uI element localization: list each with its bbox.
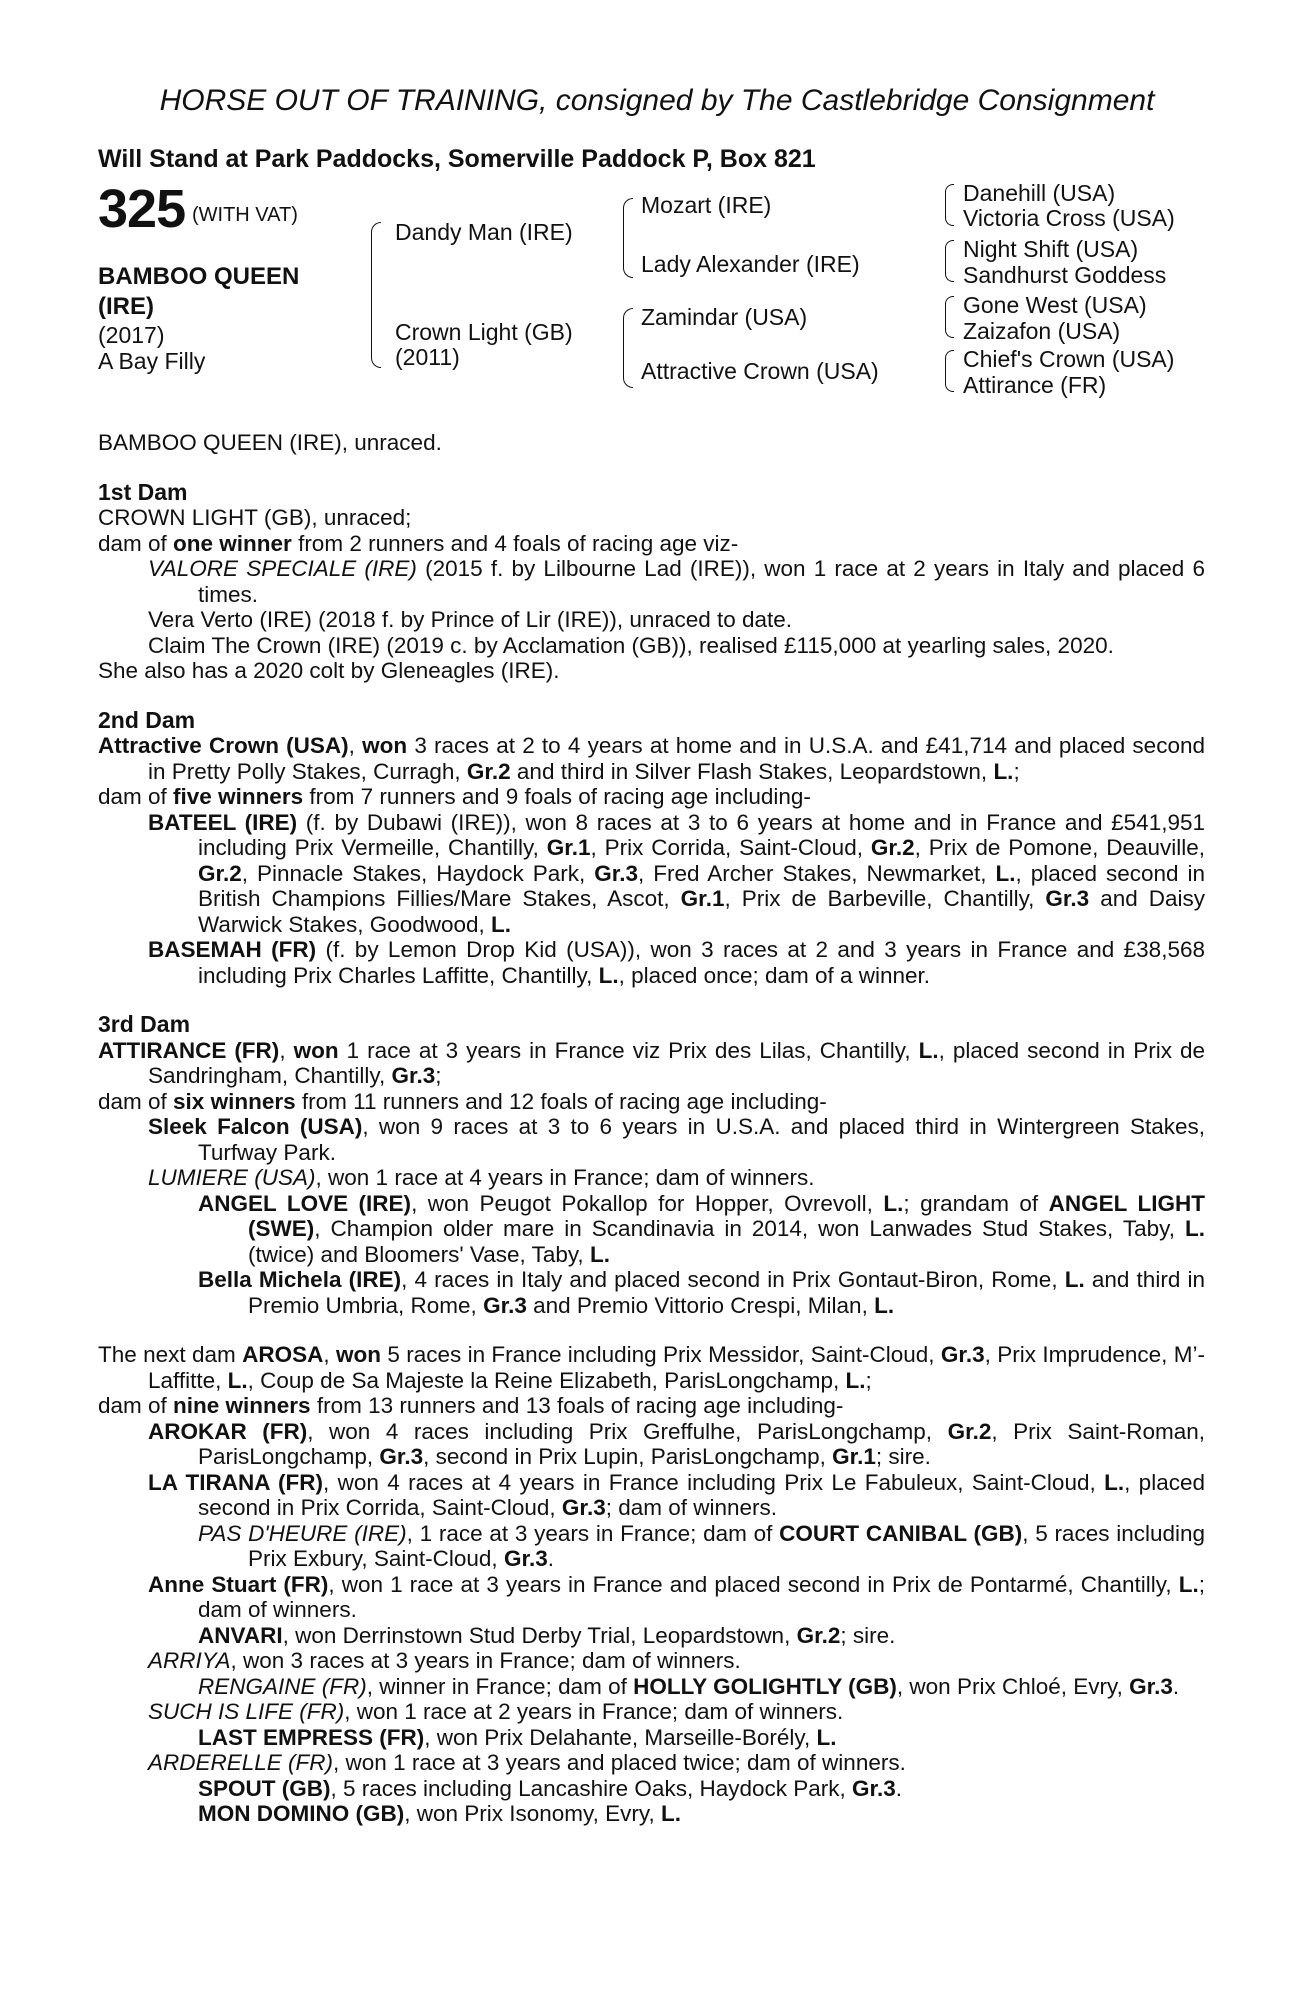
sire-dam: Lady Alexander (IRE) [641, 251, 860, 277]
brace [945, 296, 954, 338]
dam-year: (2011) [395, 344, 460, 370]
progeny-entry: BATEEL (IRE) (f. by Dubawi (IRE)), won 8 races at 3 to 6 years at home and in France and £541,951 including Prix Vermeille, Chantilly, Gr.1, Prix Corrida, Saint-Cloud, Gr.2, Prix de Pomone, Deauville, Gr.2, Pinnacle Stakes, Haydock Park, Gr.3, Fred Archer Stakes, Newmarket, L., placed second in British Champions Fillies/Mare Stakes, Ascot, Gr.1, Prix de Barbeville, Chantilly, Gr.3 and Daisy Warwick Stakes, Goodwood, L. [148, 809, 1206, 937]
dam-dam: Attractive Crown (USA) [641, 358, 879, 384]
dam3-produce: dam of six winners from 11 runners and 12 foals of racing age including- [98, 1088, 827, 1114]
ancestor: Zaizafon (USA) [963, 318, 1121, 344]
ancestor: Night Shift (USA) [963, 236, 1139, 262]
progeny-entry: VALORE SPECIALE (IRE) (2015 f. by Lilbourne Lad (IRE)), won 1 race at 2 years in Italy and placed 6 times. [148, 556, 1206, 607]
progeny-entry: SPOUT (GB), 5 races including Lancashire Oaks, Haydock Park, Gr.3. [198, 1775, 903, 1801]
brace [945, 184, 954, 226]
progeny-entry: ANVARI, won Derrinstown Stud Derby Trial, Leopardstown, Gr.2; sire. [198, 1622, 896, 1648]
ancestor: Gone West (USA) [963, 292, 1147, 318]
horse-name-block [98, 262, 299, 322]
foaling-year: (2017) [98, 322, 165, 348]
dam2-produce: dam of five winners from 7 runners and 9 foals of racing age including- [98, 784, 811, 809]
horse-name-suffix: (IRE) [98, 293, 154, 320]
progeny-entry: ARRIYA, won 3 races at 3 years in France; dam of winners. [148, 1648, 741, 1673]
progeny-entry: LAST EMPRESS (FR), won Prix Delahante, Marseille-Borély, L. [198, 1724, 837, 1750]
intro-line: BAMBOO QUEEN (IRE), unraced. [98, 430, 442, 455]
progeny-entry: BASEMAH (FR) (f. by Lemon Drop Kid (USA)), won 3 races at 2 and 3 years in France and £38,568 including Prix Charles Laffitte, Chantilly, L., placed once; dam of a winner. [148, 937, 1205, 988]
progeny-entry: Bella Michela (IRE), 4 races in Italy and placed second in Prix Gontaut-Biron, Rome, L. and third in Premio Umbria, Rome, Gr.3 and Premio Vittorio Crespi, Milan, L. [198, 1267, 1205, 1318]
brace [945, 240, 954, 282]
ancestor: Sandhurst Goddess [963, 262, 1167, 288]
dam2-line: Attractive Crown (USA), won 3 races at 2 to 4 years at home and in U.S.A. and £41,714 and placed second in Pretty Polly Stakes, Curragh, Gr.2 and third in Silver Flash Stakes, Leopardstown, L.; [98, 733, 1205, 784]
dam1-line: CROWN LIGHT (GB), unraced; [98, 505, 412, 530]
dam-sire: Zamindar (USA) [641, 304, 808, 330]
brace [371, 222, 381, 368]
dam3-line: ATTIRANCE (FR), won 1 race at 3 years in France viz Prix des Lilas, Chantilly, L., placed second in Prix de Sandringham, Chantilly, Gr.3; [98, 1037, 1205, 1088]
stand-location: Will Stand at Park Paddocks, Somerville Paddock P, Box 821 [98, 145, 816, 173]
progeny-entry: Vera Verto (IRE) (2018 f. by Prince of Lir (IRE)), unraced to date. [148, 607, 793, 632]
brace [945, 350, 954, 392]
section-heading: 3rd Dam [98, 1011, 191, 1037]
progeny-entry: RENGAINE (FR), winner in France; dam of HOLLY GOLIGHTLY (GB), won Prix Chloé, Evry, Gr.3. [198, 1673, 1180, 1699]
ancestor: Victoria Cross (USA) [963, 205, 1175, 231]
progeny-entry: AROKAR (FR), won 4 races including Prix Greffulhe, ParisLongchamp, Gr.2, Prix Saint-Roman, ParisLongchamp, Gr.3, second in Prix Lupin, ParisLongchamp, Gr.1; sire. [148, 1418, 1205, 1469]
vat-note: (WITH VAT) [192, 204, 298, 226]
progeny-entry: PAS D'HEURE (IRE), 1 race at 3 years in France; dam of COURT CANIBAL (GB), 5 races including Prix Exbury, Saint-Cloud, Gr.3. [198, 1520, 1206, 1571]
progeny-entry: LUMIERE (USA), won 1 race at 4 years in France; dam of winners. [148, 1165, 815, 1190]
lot-number: 325 [98, 179, 186, 239]
ancestor: Danehill (USA) [963, 180, 1116, 206]
progeny-entry: SUCH IS LIFE (FR), won 1 race at 2 years in France; dam of winners. [148, 1699, 844, 1724]
next-dam-produce: dam of nine winners from 13 runners and 13 foals of racing age including- [98, 1393, 844, 1418]
dam1-note: She also has a 2020 colt by Gleneagles (IRE). [98, 658, 560, 683]
brace [623, 308, 633, 388]
ancestor: Chief's Crown (USA) [963, 346, 1175, 372]
dam: Crown Light (GB) [395, 319, 573, 345]
progeny-entry: LA TIRANA (FR), won 4 races at 4 years in France including Prix Le Fabuleux, Saint-Cloud, L., placed second in Prix Corrida, Saint-Cloud, Gr.3; dam of winners. [148, 1469, 1205, 1520]
progeny-entry: ANGEL LOVE (IRE), won Peugot Pokallop for Hopper, Ovrevoll, L.; grandam of ANGEL LIGHT (SWE), Champion older mare in Scandinavia in 2014, won Lanwades Stud Stakes, Taby, L. (twice) and Bloomers' Vase, Taby, L. [198, 1190, 1205, 1267]
progeny-entry: Claim The Crown (IRE) (2019 c. by Acclamation (GB)), realised £115,000 at yearling sales, 2020. [148, 632, 1114, 658]
progeny-entry: MON DOMINO (GB), won Prix Isonomy, Evry, L. [198, 1801, 681, 1826]
dam1-produce: dam of one winner from 2 runners and 4 foals of racing age viz- [98, 530, 739, 556]
page-title: HORSE OUT OF TRAINING, consigned by The Castlebridge Consignment [159, 84, 1155, 117]
section-heading: 2nd Dam [98, 706, 196, 733]
sire-sire: Mozart (IRE) [641, 192, 772, 218]
next-dam-line: The next dam AROSA, won 5 races in France including Prix Messidor, Saint-Cloud, Gr.3, Prix Imprudence, M’-Laffitte, L., Coup de Sa Majeste la Reine Elizabeth, ParisLongchamp, L.; [98, 1342, 1206, 1393]
progeny-entry: ARDERELLE (FR), won 1 race at 3 years and placed twice; dam of winners. [148, 1750, 906, 1775]
sire: Dandy Man (IRE) [395, 219, 573, 245]
horse-description: A Bay Filly [98, 348, 206, 374]
progeny-entry: Sleek Falcon (USA), won 9 races at 3 to 6 years in U.S.A. and placed third in Wintergreen Stakes, Turfway Park. [148, 1114, 1205, 1165]
horse-name: BAMBOO QUEEN [98, 263, 300, 290]
ancestor: Attirance (FR) [963, 372, 1107, 398]
progeny-entry: Anne Stuart (FR), won 1 race at 3 years in France and placed second in Prix de Pontarmé, Chantilly, L.; dam of winners. [148, 1571, 1205, 1622]
catalogue-body [98, 430, 1205, 1827]
brace [623, 198, 633, 278]
section-heading: 1st Dam [98, 478, 188, 505]
